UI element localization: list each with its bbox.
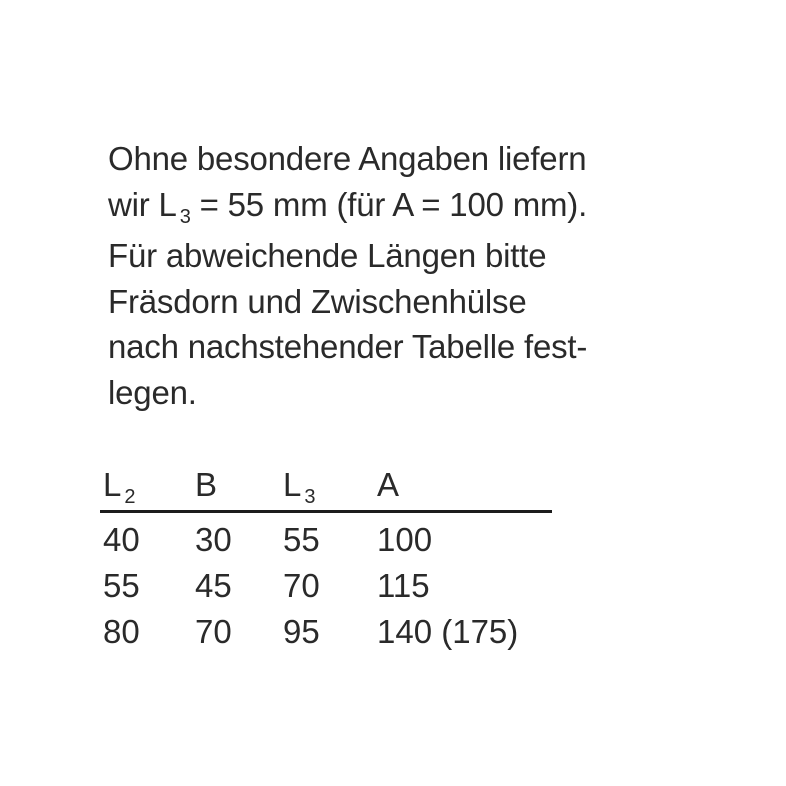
table-row	[100, 607, 552, 653]
intro-paragraph	[108, 136, 748, 415]
header-l3-subscript: 3	[304, 486, 316, 508]
header-l3	[283, 466, 316, 508]
table-cell-b: 30	[195, 521, 232, 558]
table-cell-l3: 95	[283, 613, 320, 650]
paragraph-line-2-end: = 55 mm (für A = 100 mm).	[190, 185, 588, 223]
header-l2-subscript: 2	[124, 486, 136, 508]
header-l2	[103, 466, 136, 508]
paragraph-line-2-subscript: 3	[179, 205, 191, 228]
paragraph-line-2-start: wir L	[108, 185, 177, 223]
header-b	[195, 466, 217, 504]
table-cell-a: 100	[377, 521, 433, 558]
header-a-main: A	[377, 466, 400, 503]
table-cell-a: 115	[377, 567, 430, 604]
header-b-main: B	[195, 466, 218, 503]
paragraph-line-4: Fräsdorn und Zwischenhülse	[108, 282, 527, 320]
table-cell-l2: 55	[103, 567, 140, 604]
header-a	[377, 466, 399, 504]
paragraph-line-3: Für abweichende Längen bitte	[108, 237, 547, 274]
table-header-row	[100, 462, 552, 513]
table-cell-b: 45	[195, 567, 232, 604]
table-cell-b: 70	[195, 613, 232, 650]
header-l2-main: L	[103, 466, 122, 503]
table-cell-l3: 70	[283, 567, 320, 604]
paragraph-line-2	[108, 182, 748, 234]
table-cell-l3: 55	[283, 521, 320, 558]
table-cell-l2: 80	[103, 613, 140, 650]
paragraph-line-1: Ohne besondere Angaben liefern	[108, 140, 587, 177]
paragraph-line-5: nach nachstehender Tabelle fest-	[108, 328, 588, 365]
table-body	[100, 513, 552, 653]
paragraph-line-6: legen.	[108, 373, 197, 411]
header-l3-main: L	[283, 466, 302, 503]
table-cell-a: 140 (175)	[377, 613, 519, 650]
dimension-table	[100, 462, 552, 653]
table-cell-l2: 40	[103, 521, 140, 558]
table-row	[100, 515, 552, 561]
table-row	[100, 561, 552, 607]
